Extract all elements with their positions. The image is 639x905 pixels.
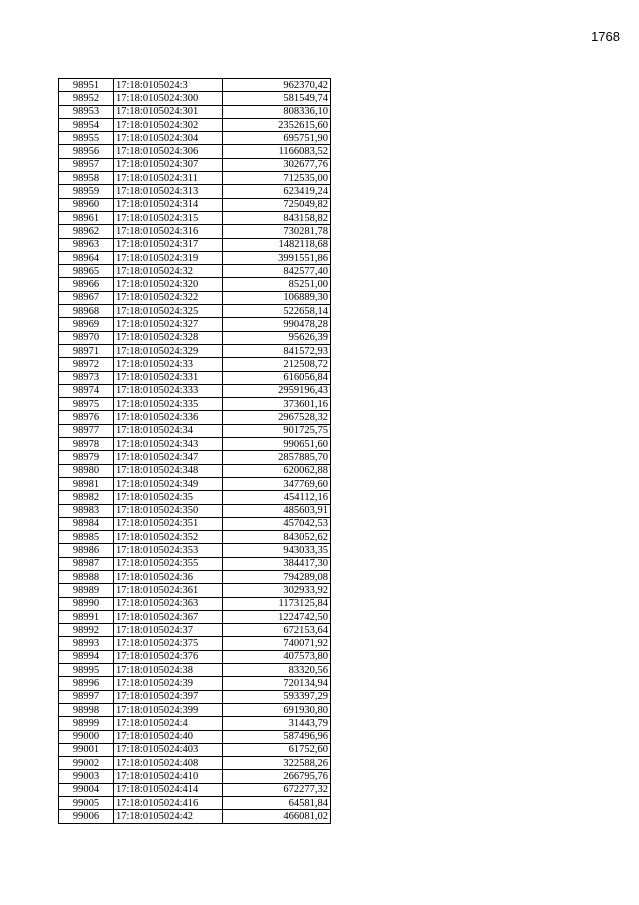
table-row bbox=[59, 225, 331, 238]
row-number-cell: 98958 bbox=[59, 172, 114, 185]
row-number-cell: 98994 bbox=[59, 650, 114, 663]
row-number-cell: 98957 bbox=[59, 158, 114, 171]
cadastral-number-cell: 17:18:0105024:32 bbox=[114, 265, 223, 278]
cadastral-number-cell: 17:18:0105024:320 bbox=[114, 278, 223, 291]
table-row bbox=[59, 424, 331, 437]
table-row bbox=[59, 318, 331, 331]
cadastral-value-cell: 616056,84 bbox=[223, 371, 331, 384]
cadastral-value-cell: 64581,84 bbox=[223, 797, 331, 810]
row-number-cell: 98956 bbox=[59, 145, 114, 158]
row-number-cell: 98970 bbox=[59, 331, 114, 344]
table-row bbox=[59, 331, 331, 344]
row-number-cell: 98959 bbox=[59, 185, 114, 198]
cadastral-number-cell: 17:18:0105024:333 bbox=[114, 384, 223, 397]
cadastral-number-cell: 17:18:0105024:347 bbox=[114, 451, 223, 464]
table-row bbox=[59, 278, 331, 291]
table-row bbox=[59, 637, 331, 650]
row-number-cell: 98993 bbox=[59, 637, 114, 650]
row-number-cell: 98991 bbox=[59, 610, 114, 623]
cadastral-value-cell: 384417,30 bbox=[223, 557, 331, 570]
cadastral-value-cell: 672153,64 bbox=[223, 624, 331, 637]
cadastral-number-cell: 17:18:0105024:403 bbox=[114, 743, 223, 756]
row-number-cell: 98967 bbox=[59, 291, 114, 304]
cadastral-value-cell: 990478,28 bbox=[223, 318, 331, 331]
row-number-cell: 98968 bbox=[59, 305, 114, 318]
cadastral-number-cell: 17:18:0105024:363 bbox=[114, 597, 223, 610]
cadastral-value-table bbox=[58, 78, 331, 824]
cadastral-number-cell: 17:18:0105024:349 bbox=[114, 477, 223, 490]
row-number-cell: 98975 bbox=[59, 398, 114, 411]
cadastral-number-cell: 17:18:0105024:40 bbox=[114, 730, 223, 743]
row-number-cell: 98966 bbox=[59, 278, 114, 291]
cadastral-number-cell: 17:18:0105024:355 bbox=[114, 557, 223, 570]
row-number-cell: 98999 bbox=[59, 717, 114, 730]
table-row bbox=[59, 118, 331, 131]
cadastral-value-cell: 672277,32 bbox=[223, 783, 331, 796]
table-row bbox=[59, 810, 331, 823]
cadastral-number-cell: 17:18:0105024:317 bbox=[114, 238, 223, 251]
cadastral-number-cell: 17:18:0105024:4 bbox=[114, 717, 223, 730]
row-number-cell: 98995 bbox=[59, 664, 114, 677]
cadastral-number-cell: 17:18:0105024:319 bbox=[114, 251, 223, 264]
cadastral-number-cell: 17:18:0105024:410 bbox=[114, 770, 223, 783]
row-number-cell: 98951 bbox=[59, 79, 114, 92]
cadastral-number-cell: 17:18:0105024:399 bbox=[114, 703, 223, 716]
row-number-cell: 98962 bbox=[59, 225, 114, 238]
cadastral-number-cell: 17:18:0105024:38 bbox=[114, 664, 223, 677]
cadastral-value-cell: 457042,53 bbox=[223, 517, 331, 530]
cadastral-number-cell: 17:18:0105024:361 bbox=[114, 584, 223, 597]
cadastral-value-cell: 620062,88 bbox=[223, 464, 331, 477]
row-number-cell: 98965 bbox=[59, 265, 114, 278]
cadastral-value-cell: 61752,60 bbox=[223, 743, 331, 756]
cadastral-value-cell: 2959196,43 bbox=[223, 384, 331, 397]
table-row bbox=[59, 438, 331, 451]
cadastral-value-cell: 347769,60 bbox=[223, 477, 331, 490]
table-row bbox=[59, 358, 331, 371]
cadastral-number-cell: 17:18:0105024:311 bbox=[114, 172, 223, 185]
cadastral-number-cell: 17:18:0105024:336 bbox=[114, 411, 223, 424]
row-number-cell: 99003 bbox=[59, 770, 114, 783]
cadastral-value-cell: 83320,56 bbox=[223, 664, 331, 677]
cadastral-value-cell: 808336,10 bbox=[223, 105, 331, 118]
table-row bbox=[59, 251, 331, 264]
cadastral-value-cell: 31443,79 bbox=[223, 717, 331, 730]
cadastral-value-cell: 322588,26 bbox=[223, 757, 331, 770]
row-number-cell: 98971 bbox=[59, 344, 114, 357]
row-number-cell: 98983 bbox=[59, 504, 114, 517]
row-number-cell: 98963 bbox=[59, 238, 114, 251]
cadastral-value-cell: 725049,82 bbox=[223, 198, 331, 211]
table-row bbox=[59, 650, 331, 663]
table-row bbox=[59, 158, 331, 171]
cadastral-number-cell: 17:18:0105024:328 bbox=[114, 331, 223, 344]
row-number-cell: 98989 bbox=[59, 584, 114, 597]
cadastral-value-cell: 623419,24 bbox=[223, 185, 331, 198]
cadastral-number-cell: 17:18:0105024:3 bbox=[114, 79, 223, 92]
cadastral-number-cell: 17:18:0105024:36 bbox=[114, 570, 223, 583]
table-row bbox=[59, 797, 331, 810]
row-number-cell: 98952 bbox=[59, 92, 114, 105]
cadastral-number-cell: 17:18:0105024:42 bbox=[114, 810, 223, 823]
cadastral-value-cell: 730281,78 bbox=[223, 225, 331, 238]
cadastral-value-cell: 454112,16 bbox=[223, 491, 331, 504]
row-number-cell: 98974 bbox=[59, 384, 114, 397]
cadastral-value-cell: 720134,94 bbox=[223, 677, 331, 690]
cadastral-number-cell: 17:18:0105024:306 bbox=[114, 145, 223, 158]
row-number-cell: 99000 bbox=[59, 730, 114, 743]
cadastral-number-cell: 17:18:0105024:33 bbox=[114, 358, 223, 371]
row-number-cell: 98978 bbox=[59, 438, 114, 451]
cadastral-number-cell: 17:18:0105024:376 bbox=[114, 650, 223, 663]
cadastral-number-cell: 17:18:0105024:375 bbox=[114, 637, 223, 650]
table-row bbox=[59, 491, 331, 504]
row-number-cell: 99006 bbox=[59, 810, 114, 823]
cadastral-number-cell: 17:18:0105024:300 bbox=[114, 92, 223, 105]
table-row bbox=[59, 677, 331, 690]
table-row bbox=[59, 517, 331, 530]
cadastral-number-cell: 17:18:0105024:331 bbox=[114, 371, 223, 384]
cadastral-value-cell: 593397,29 bbox=[223, 690, 331, 703]
cadastral-value-cell: 2857885,70 bbox=[223, 451, 331, 464]
cadastral-number-cell: 17:18:0105024:408 bbox=[114, 757, 223, 770]
cadastral-number-cell: 17:18:0105024:325 bbox=[114, 305, 223, 318]
table-row bbox=[59, 770, 331, 783]
row-number-cell: 98960 bbox=[59, 198, 114, 211]
cadastral-number-cell: 17:18:0105024:416 bbox=[114, 797, 223, 810]
cadastral-value-cell: 3991551,86 bbox=[223, 251, 331, 264]
row-number-cell: 98961 bbox=[59, 211, 114, 224]
cadastral-value-cell: 794289,08 bbox=[223, 570, 331, 583]
row-number-cell: 98953 bbox=[59, 105, 114, 118]
cadastral-value-cell: 843158,82 bbox=[223, 211, 331, 224]
table-row bbox=[59, 291, 331, 304]
row-number-cell: 98992 bbox=[59, 624, 114, 637]
cadastral-number-cell: 17:18:0105024:335 bbox=[114, 398, 223, 411]
table-row bbox=[59, 783, 331, 796]
row-number-cell: 98954 bbox=[59, 118, 114, 131]
table-row bbox=[59, 664, 331, 677]
cadastral-number-cell: 17:18:0105024:35 bbox=[114, 491, 223, 504]
table-row bbox=[59, 464, 331, 477]
table-row bbox=[59, 570, 331, 583]
cadastral-value-cell: 2352615,60 bbox=[223, 118, 331, 131]
cadastral-number-cell: 17:18:0105024:315 bbox=[114, 211, 223, 224]
cadastral-number-cell: 17:18:0105024:351 bbox=[114, 517, 223, 530]
table-row bbox=[59, 79, 331, 92]
table-row bbox=[59, 384, 331, 397]
cadastral-value-cell: 1224742,50 bbox=[223, 610, 331, 623]
cadastral-number-cell: 17:18:0105024:301 bbox=[114, 105, 223, 118]
cadastral-value-cell: 522658,14 bbox=[223, 305, 331, 318]
table-row bbox=[59, 757, 331, 770]
cadastral-value-cell: 302677,76 bbox=[223, 158, 331, 171]
row-number-cell: 98998 bbox=[59, 703, 114, 716]
table-row bbox=[59, 132, 331, 145]
table-row bbox=[59, 211, 331, 224]
cadastral-number-cell: 17:18:0105024:343 bbox=[114, 438, 223, 451]
row-number-cell: 98988 bbox=[59, 570, 114, 583]
cadastral-value-cell: 740071,92 bbox=[223, 637, 331, 650]
table-row bbox=[59, 185, 331, 198]
table-row bbox=[59, 172, 331, 185]
table-row bbox=[59, 398, 331, 411]
table-row bbox=[59, 717, 331, 730]
cadastral-number-cell: 17:18:0105024:304 bbox=[114, 132, 223, 145]
cadastral-number-cell: 17:18:0105024:302 bbox=[114, 118, 223, 131]
cadastral-value-cell: 302933,92 bbox=[223, 584, 331, 597]
row-number-cell: 98964 bbox=[59, 251, 114, 264]
table-row bbox=[59, 557, 331, 570]
cadastral-number-cell: 17:18:0105024:348 bbox=[114, 464, 223, 477]
table-row bbox=[59, 531, 331, 544]
table-row bbox=[59, 743, 331, 756]
row-number-cell: 98987 bbox=[59, 557, 114, 570]
cadastral-number-cell: 17:18:0105024:353 bbox=[114, 544, 223, 557]
cadastral-number-cell: 17:18:0105024:34 bbox=[114, 424, 223, 437]
cadastral-value-cell: 691930,80 bbox=[223, 703, 331, 716]
cadastral-value-cell: 1482118,68 bbox=[223, 238, 331, 251]
cadastral-value-cell: 212508,72 bbox=[223, 358, 331, 371]
table-row bbox=[59, 690, 331, 703]
cadastral-number-cell: 17:18:0105024:350 bbox=[114, 504, 223, 517]
table-body bbox=[59, 79, 331, 824]
table-row bbox=[59, 145, 331, 158]
table-row bbox=[59, 504, 331, 517]
row-number-cell: 98986 bbox=[59, 544, 114, 557]
table-row bbox=[59, 105, 331, 118]
row-number-cell: 98976 bbox=[59, 411, 114, 424]
table-row bbox=[59, 597, 331, 610]
row-number-cell: 98969 bbox=[59, 318, 114, 331]
row-number-cell: 98981 bbox=[59, 477, 114, 490]
row-number-cell: 98979 bbox=[59, 451, 114, 464]
cadastral-value-cell: 407573,80 bbox=[223, 650, 331, 663]
cadastral-number-cell: 17:18:0105024:327 bbox=[114, 318, 223, 331]
row-number-cell: 98980 bbox=[59, 464, 114, 477]
cadastral-value-cell: 266795,76 bbox=[223, 770, 331, 783]
cadastral-value-cell: 695751,90 bbox=[223, 132, 331, 145]
table-row bbox=[59, 344, 331, 357]
row-number-cell: 99002 bbox=[59, 757, 114, 770]
table-row bbox=[59, 610, 331, 623]
cadastral-value-cell: 841572,93 bbox=[223, 344, 331, 357]
cadastral-number-cell: 17:18:0105024:414 bbox=[114, 783, 223, 796]
cadastral-value-cell: 373601,16 bbox=[223, 398, 331, 411]
row-number-cell: 98984 bbox=[59, 517, 114, 530]
row-number-cell: 98977 bbox=[59, 424, 114, 437]
cadastral-value-cell: 990651,60 bbox=[223, 438, 331, 451]
cadastral-value-cell: 2967528,32 bbox=[223, 411, 331, 424]
table-row bbox=[59, 730, 331, 743]
table-row bbox=[59, 584, 331, 597]
cadastral-value-cell: 962370,42 bbox=[223, 79, 331, 92]
row-number-cell: 98973 bbox=[59, 371, 114, 384]
table-row bbox=[59, 451, 331, 464]
cadastral-number-cell: 17:18:0105024:367 bbox=[114, 610, 223, 623]
cadastral-value-cell: 581549,74 bbox=[223, 92, 331, 105]
cadastral-number-cell: 17:18:0105024:316 bbox=[114, 225, 223, 238]
cadastral-value-cell: 466081,02 bbox=[223, 810, 331, 823]
cadastral-value-cell: 1173125,84 bbox=[223, 597, 331, 610]
cadastral-value-cell: 943033,35 bbox=[223, 544, 331, 557]
cadastral-number-cell: 17:18:0105024:314 bbox=[114, 198, 223, 211]
cadastral-number-cell: 17:18:0105024:322 bbox=[114, 291, 223, 304]
row-number-cell: 98997 bbox=[59, 690, 114, 703]
table-row bbox=[59, 411, 331, 424]
cadastral-value-cell: 485603,91 bbox=[223, 504, 331, 517]
row-number-cell: 98985 bbox=[59, 531, 114, 544]
row-number-cell: 98955 bbox=[59, 132, 114, 145]
table-row bbox=[59, 265, 331, 278]
cadastral-value-cell: 587496,96 bbox=[223, 730, 331, 743]
cadastral-value-cell: 901725,75 bbox=[223, 424, 331, 437]
cadastral-number-cell: 17:18:0105024:329 bbox=[114, 344, 223, 357]
cadastral-value-cell: 843052,62 bbox=[223, 531, 331, 544]
cadastral-number-cell: 17:18:0105024:39 bbox=[114, 677, 223, 690]
table-row bbox=[59, 544, 331, 557]
table-row bbox=[59, 198, 331, 211]
cadastral-value-cell: 106889,30 bbox=[223, 291, 331, 304]
cadastral-number-cell: 17:18:0105024:397 bbox=[114, 690, 223, 703]
row-number-cell: 99004 bbox=[59, 783, 114, 796]
cadastral-number-cell: 17:18:0105024:307 bbox=[114, 158, 223, 171]
table-row bbox=[59, 371, 331, 384]
cadastral-value-cell: 95626,39 bbox=[223, 331, 331, 344]
cadastral-number-cell: 17:18:0105024:37 bbox=[114, 624, 223, 637]
cadastral-value-cell: 1166083,52 bbox=[223, 145, 331, 158]
row-number-cell: 98996 bbox=[59, 677, 114, 690]
row-number-cell: 99001 bbox=[59, 743, 114, 756]
row-number-cell: 98982 bbox=[59, 491, 114, 504]
cadastral-value-cell: 842577,40 bbox=[223, 265, 331, 278]
page-number: 1768 bbox=[591, 29, 620, 44]
cadastral-value-cell: 712535,00 bbox=[223, 172, 331, 185]
table-row bbox=[59, 624, 331, 637]
table-row bbox=[59, 477, 331, 490]
cadastral-number-cell: 17:18:0105024:352 bbox=[114, 531, 223, 544]
row-number-cell: 99005 bbox=[59, 797, 114, 810]
row-number-cell: 98972 bbox=[59, 358, 114, 371]
table-row bbox=[59, 305, 331, 318]
cadastral-number-cell: 17:18:0105024:313 bbox=[114, 185, 223, 198]
cadastral-value-cell: 85251,00 bbox=[223, 278, 331, 291]
row-number-cell: 98990 bbox=[59, 597, 114, 610]
table-row bbox=[59, 703, 331, 716]
table-row bbox=[59, 238, 331, 251]
table-row bbox=[59, 92, 331, 105]
